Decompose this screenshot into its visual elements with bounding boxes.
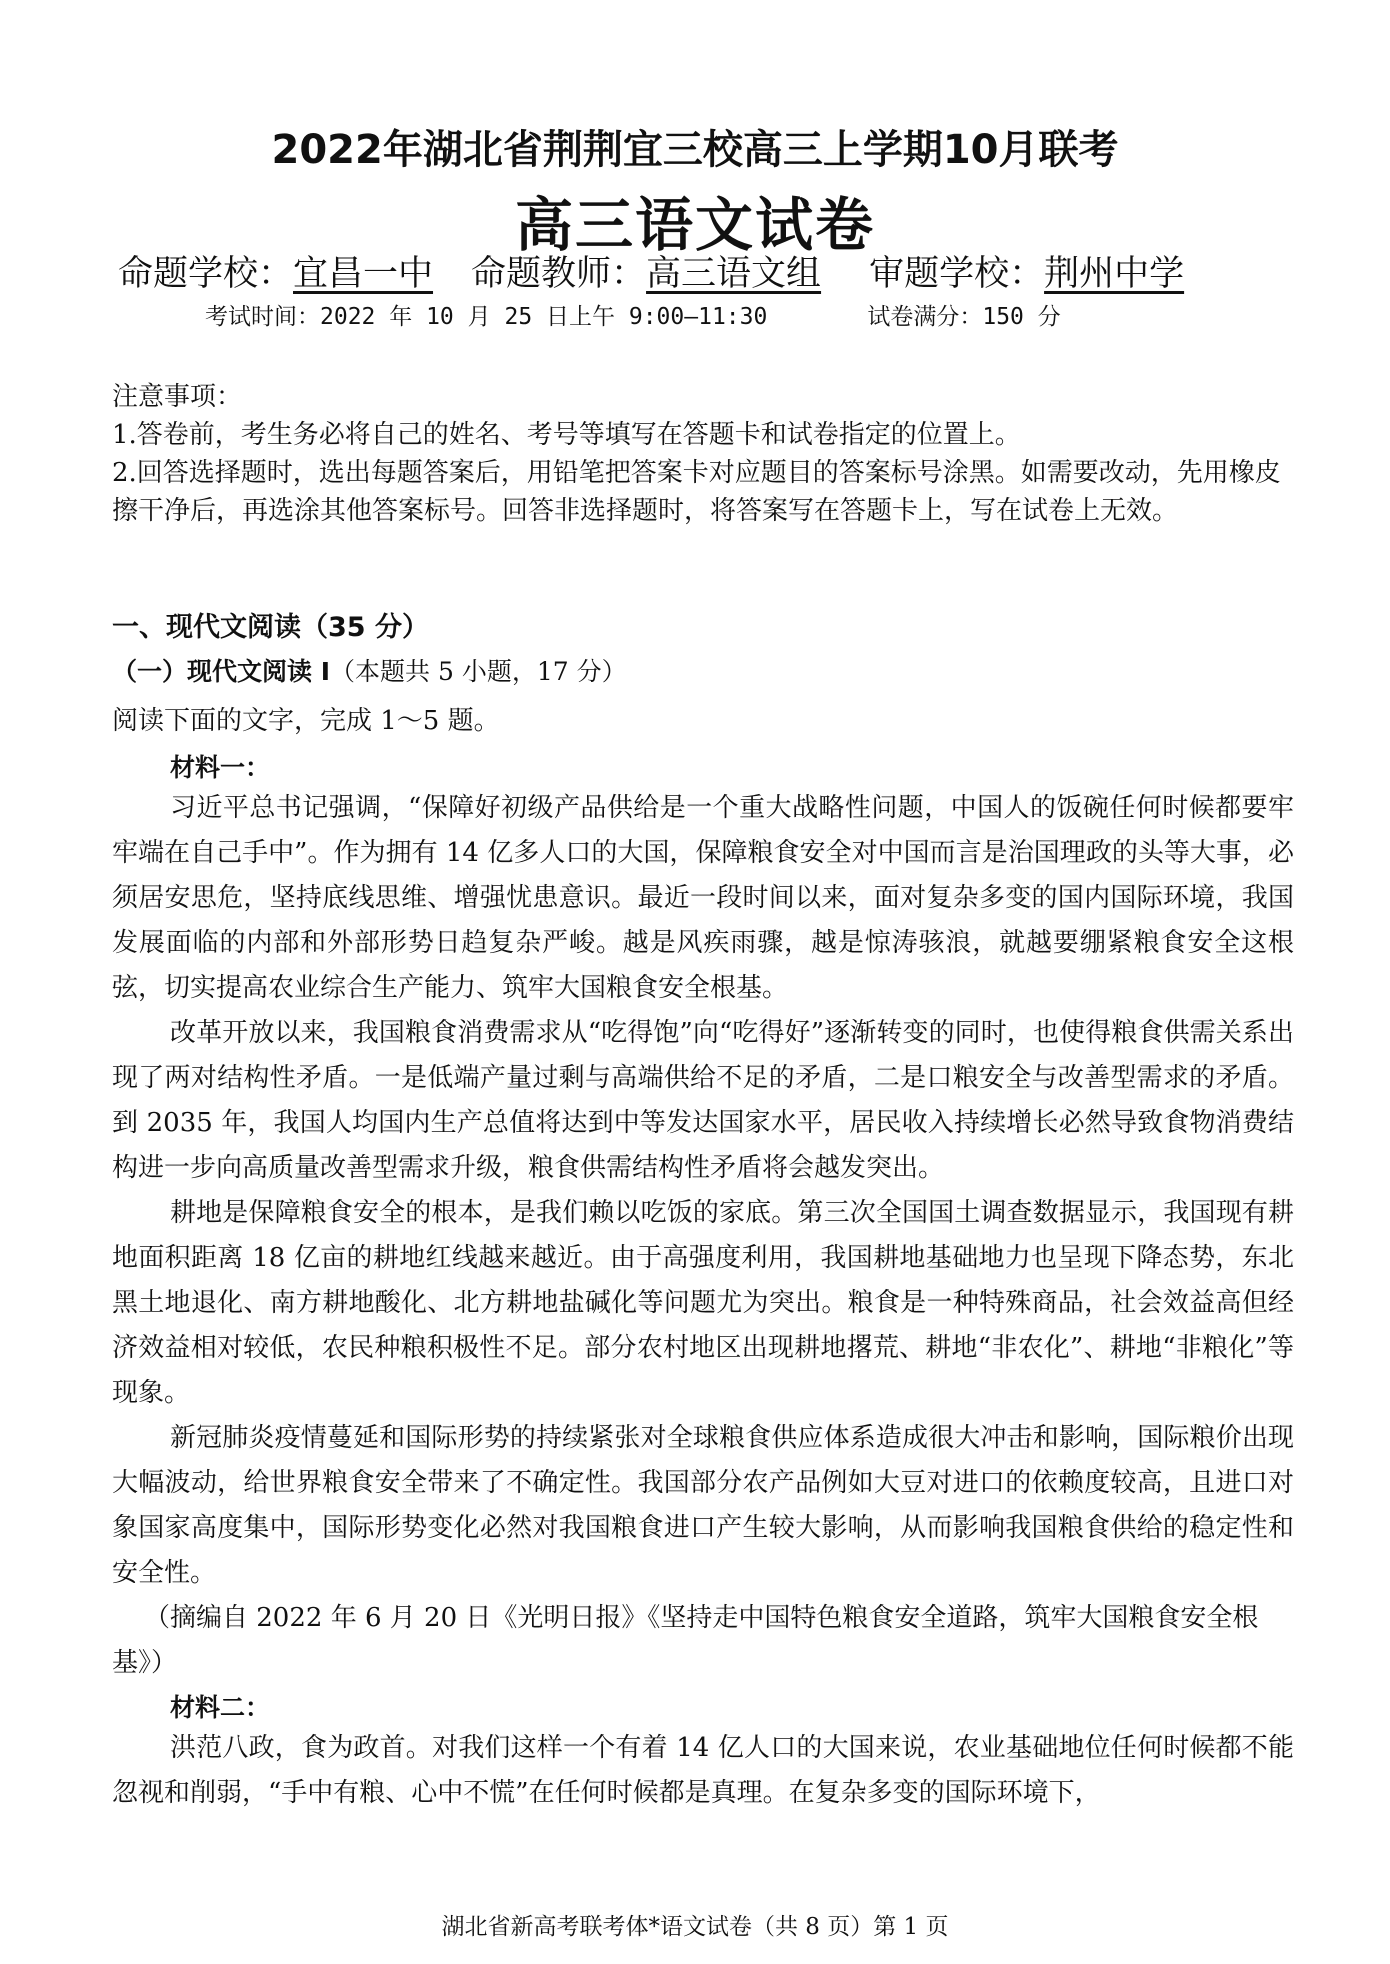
subsection-heading — [112, 652, 627, 688]
material-label: 材料一： — [170, 753, 271, 782]
exam-info-line — [205, 298, 1205, 331]
paragraph: 习近平总书记强调，“保障好初级产品供给是一个重大战略性问题，中国人的饭碗任何时候都要牢牢端在自己手中”。作为拥有 14 亿多人口的大国，保障粮食安全对中国而言是治国理政的头等大事，必须居安思危，坚持底线思维、增强忧患意识。最近一段时间以来，面对复杂多变的国内国际环境，我国发展面临的内部和外部形势日趋复杂严峻。越是风疾雨骤，越是惊涛骇浪，就越要绷紧粮食安全这根弦，切实提高农业综合生产能力、筑牢大国粮食安全根基。 — [112, 793, 1294, 1003]
notice-item: 2.回答选择题时，选出每题答案后，用铅笔把答案卡对应题目的答案标号涂黑。如需要改动，先用橡皮擦干净后，再选涂其他答案标号。回答非选择题时，将答案写在答题卡上，写在试卷上无效。 — [112, 458, 1281, 526]
credits-line — [118, 246, 1298, 296]
paragraph: 新冠肺炎疫情蔓延和国际形势的持续紧张对全球粮食供应体系造成很大冲击和影响，国际粮价出现大幅波动，给世界粮食安全带来了不确定性。我国部分农产品例如大豆对进口的依赖度较高，且进口对象国家高度集中，国际形势变化必然对我国粮食进口产生较大影响，从而影响我国粮食供给的稳定性和安全性。 — [112, 1423, 1294, 1588]
exam-title: 2022年湖北省荆荆宜三校高三上学期10月联考 — [271, 127, 1119, 173]
notice-item: 1.答卷前，考生务必将自己的姓名、考号等填写在答题卡和试卷指定的位置上。 — [112, 420, 1021, 450]
section-heading: 一、现代文阅读（35 分） — [112, 612, 429, 643]
paragraph: 改革开放以来，我国粮食消费需求从“吃得饱”向“吃得好”逐渐转变的同时，也使得粮食供需关系出现了两对结构性矛盾。一是低端产量过剩与高端供给不足的矛盾，二是口粮安全与改善型需求的矛盾。到 2035 年，我国人均国内生产总值将达到中等发达国家水平，居民收入持续增长必然导致食物消费结构进一步向高质量改善型需求升级，粮食供需结构性矛盾将会越发突出。 — [112, 1018, 1294, 1183]
notice-heading: 注意事项： — [112, 382, 243, 412]
notice-block — [112, 378, 1292, 530]
page-footer: 湖北省新高考联考体*语文试卷（共 8 页）第 1 页 — [441, 1914, 949, 1940]
full-score: 试卷满分：150 分 — [867, 304, 1061, 330]
reviewer-school-label: 审题学校： — [869, 254, 1045, 294]
subsection-heading-bold: （一）现代文阅读 I — [112, 657, 331, 686]
subsection-heading-rest: （本题共 5 小题，17 分） — [330, 657, 627, 686]
paragraph: 耕地是保障粮食安全的根本，是我们赖以吃饭的家底。第三次全国国土调查数据显示，我国现有耕地面积距离 18 亿亩的耕地红线越来越近。由于高强度利用，我国耕地基础地力也呈现下降态势，东北黑土地退化、南方耕地酸化、北方耕地盐碱化等问题尤为突出。粮食是一种特殊商品，社会效益高但经济效益相对较低，农民种粮积极性不足。部分农村地区出现耕地撂荒、耕地“非农化”、耕地“非粮化”等现象。 — [112, 1198, 1294, 1408]
reviewer-school: 荆州中学 — [1044, 254, 1185, 294]
paragraph: 洪范八政，食为政首。对我们这样一个有着 14 亿人口的大国来说，农业基础地位任何时候都不能忽视和削弱，“手中有粮、心中不慌”在任何时候都是真理。在复杂多变的国际环境下， — [112, 1733, 1294, 1808]
setter-teacher: 高三语文组 — [646, 254, 822, 294]
paper-title: 高三语文试卷 — [514, 191, 875, 259]
setter-school: 宜昌一中 — [293, 254, 434, 294]
setter-school-label: 命题学校： — [118, 254, 294, 294]
setter-teacher-label: 命题教师： — [471, 254, 647, 294]
material-label: 材料二： — [170, 1693, 271, 1722]
source-citation: （摘编自 2022 年 6 月 20 日《光明日报》《坚持走中国特色粮食安全道路，筑牢大国粮食安全根基》） — [112, 1603, 1259, 1678]
exam-time: 考试时间：2022 年 10 月 25 日上午 9:00—11:30 — [205, 304, 768, 330]
reading-instruction: 阅读下面的文字，完成 1～5 题。 — [112, 706, 500, 736]
